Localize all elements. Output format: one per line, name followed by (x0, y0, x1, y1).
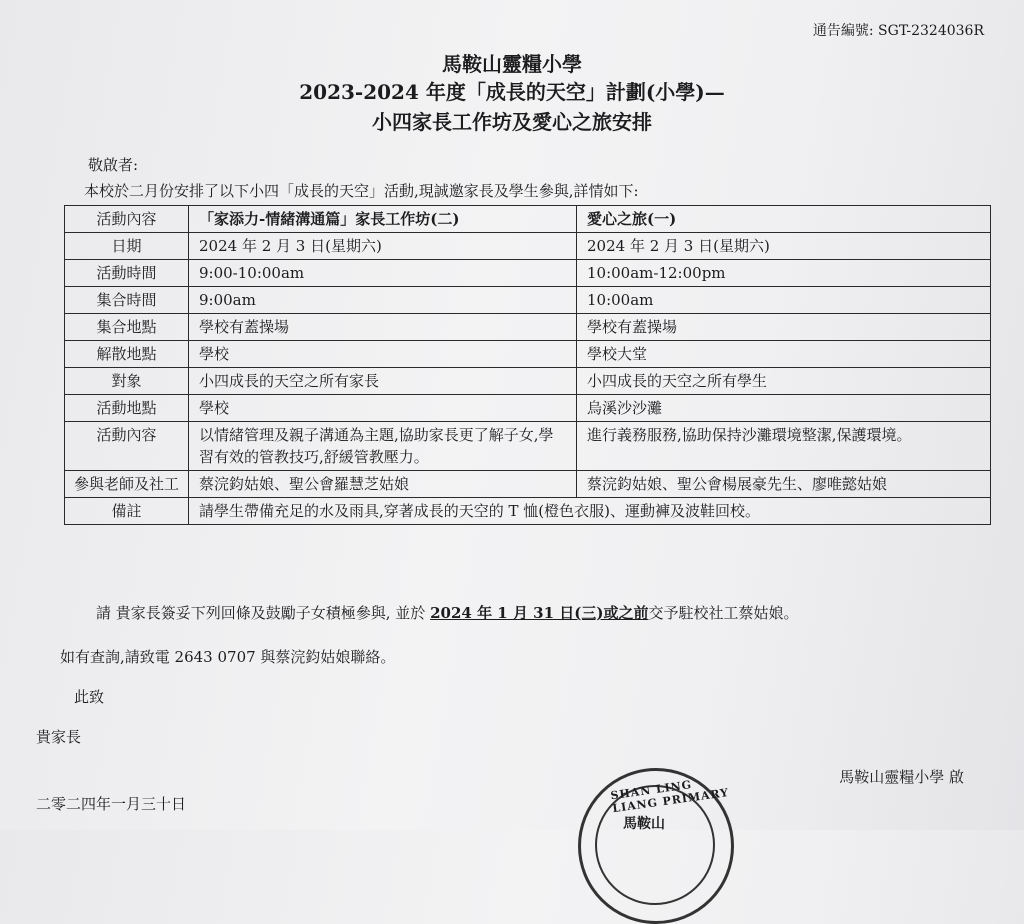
table-header-row (65, 206, 991, 233)
document-subtitle: 小四家長工作坊及愛心之旅安排 (372, 110, 652, 134)
activity-table (64, 205, 991, 525)
row-value-trip: 學校大堂 (577, 341, 991, 368)
row-value-trip: 小四成長的天空之所有學生 (577, 368, 991, 395)
table-row (65, 471, 991, 498)
row-label: 參與老師及社工 (65, 471, 189, 498)
row-label: 活動時間 (65, 260, 189, 287)
table-row-remarks (65, 498, 991, 525)
closing: 此致 (74, 688, 105, 706)
intro-paragraph: 本校於二月份安排了以下小四「成長的天空」活動,現誠邀家長及學生參與,詳情如下: (84, 182, 639, 200)
document-title: 2023-2024 年度「成長的天空」計劃(小學)— (299, 80, 725, 104)
table-row (65, 395, 991, 422)
deadline: 2024 年 1 月 31 日(三)或之前 (430, 604, 649, 622)
row-value-workshop: 2024 年 2 月 3 日(星期六) (189, 233, 577, 260)
row-label: 集合地點 (65, 314, 189, 341)
header-trip: 愛心之旅(一) (577, 206, 991, 233)
request-submit-text: 交予駐校社工蔡姑娘。 (648, 604, 799, 622)
seal-text-cn: 馬鞍山 (623, 816, 665, 832)
document-date: 二零二四年一月三十日 (36, 795, 187, 813)
table-row (65, 368, 991, 395)
header-workshop: 「家添力-情緒溝通篇」家長工作坊(二) (189, 206, 577, 233)
remarks-text: 請學生帶備充足的水及雨具,穿著成長的天空的 T 恤(橙色衣服)、運動褲及波鞋回校。 (189, 498, 991, 525)
signature: 馬鞍山靈糧小學 啟 (839, 768, 964, 786)
table-row (65, 260, 991, 287)
header-label: 活動內容 (65, 206, 189, 233)
table-row (65, 314, 991, 341)
enquiry-line: 如有查詢,請致電 2643 0707 與蔡浣鈞姑娘聯絡。 (60, 648, 396, 666)
seal-text-en: SHAN LING LIANG PRIMARY (609, 778, 730, 816)
row-value-workshop: 小四成長的天空之所有家長 (189, 368, 577, 395)
remarks-label: 備註 (65, 498, 189, 525)
row-value-trip: 10:00am-12:00pm (577, 260, 991, 287)
row-value-trip: 蔡浣鈞姑娘、聖公會楊展豪先生、廖唯懿姑娘 (577, 471, 991, 498)
row-label: 解散地點 (65, 341, 189, 368)
row-value-workshop: 學校有蓋操場 (189, 314, 577, 341)
row-value-workshop: 學校 (189, 341, 577, 368)
row-label: 對象 (65, 368, 189, 395)
row-value-workshop: 以情緒管理及親子溝通為主題,協助家長更了解子女,學習有效的管教技巧,舒緩管教壓力。 (189, 422, 577, 471)
request-text: 請 貴家長簽妥下列回條及鼓勵子女積極參與, 並於 (96, 604, 426, 622)
row-value-trip: 2024 年 2 月 3 日(星期六) (577, 233, 991, 260)
school-name: 馬鞍山靈糧小學 (442, 52, 582, 76)
row-value-trip: 10:00am (577, 287, 991, 314)
row-label: 活動內容 (65, 422, 189, 471)
table-row (65, 422, 991, 471)
salutation: 敬啟者: (88, 156, 139, 174)
notice-number: 通告編號: SGT-2324036R (812, 23, 984, 39)
request-paragraph (96, 602, 798, 623)
row-value-workshop: 9:00am (189, 287, 577, 314)
row-value-workshop: 學校 (189, 395, 577, 422)
school-seal (578, 768, 734, 924)
table-row (65, 341, 991, 368)
row-value-workshop: 蔡浣鈞姑娘、聖公會羅慧芝姑娘 (189, 471, 577, 498)
table-row (65, 233, 991, 260)
row-value-trip: 學校有蓋操場 (577, 314, 991, 341)
row-value-trip: 烏溪沙沙灘 (577, 395, 991, 422)
recipient: 貴家長 (36, 728, 82, 746)
row-value-workshop: 9:00-10:00am (189, 260, 577, 287)
row-label: 集合時間 (65, 287, 189, 314)
row-label: 日期 (65, 233, 189, 260)
row-label: 活動地點 (65, 395, 189, 422)
row-value-trip: 進行義務服務,協助保持沙灘環境整潔,保護環境。 (577, 422, 991, 471)
table-row (65, 287, 991, 314)
